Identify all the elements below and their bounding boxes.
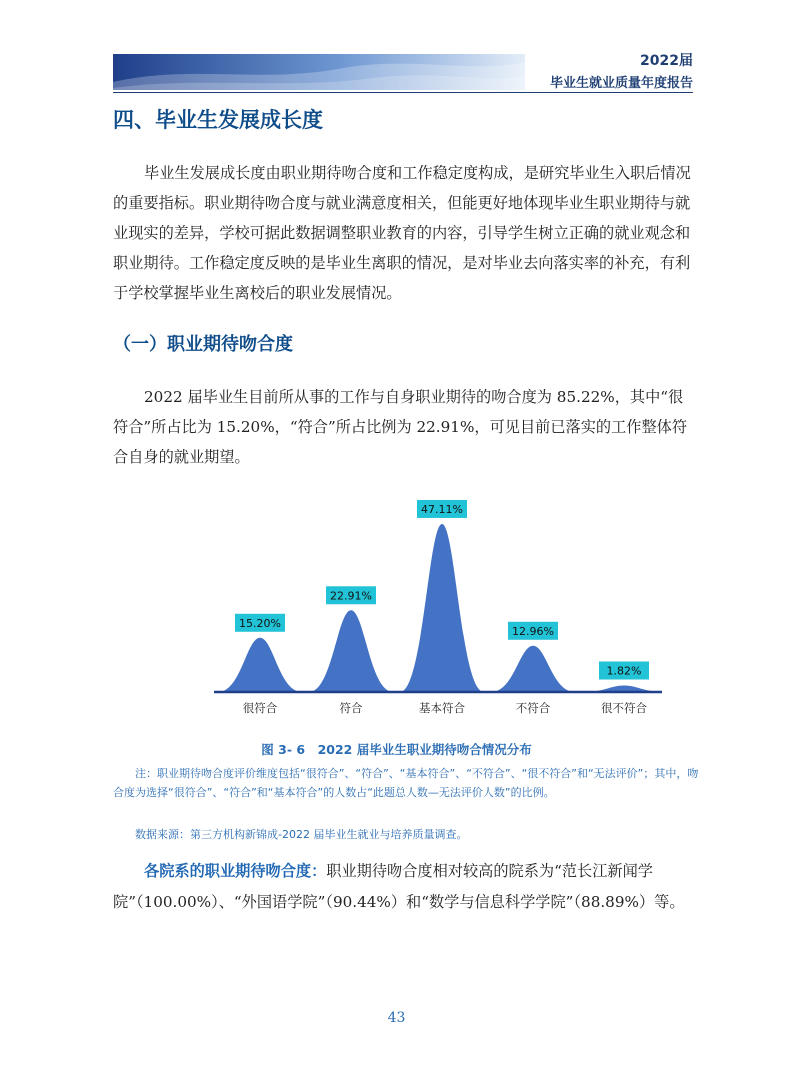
header-report-title: 毕业生就业质量年度报告 [549, 76, 693, 91]
college-paragraph [113, 856, 698, 918]
figure-source: 数据来源：第三方机构新锦成-2022 届毕业生就业与培养质量调查。 [135, 828, 468, 841]
data-label-1: 15.20% [239, 616, 281, 630]
data-label-2: 22.91% [330, 589, 372, 603]
header-divider [113, 92, 693, 93]
figure-note: 注：职业期待吻合度评价维度包括“很符合”、“符合”、“基本符合”、“不符合”、“很不符合”和“无法评价”；其中，吻合度为选择“很符合”、“符合”和“基本符合”的人数占“此题总人数—无法评价人数”的比例。 [113, 767, 699, 799]
section-title: 四、毕业生发展成长度 [113, 108, 323, 132]
subsection-title: （一）职业期待吻合度 [113, 334, 293, 355]
intro-paragraph: 毕业生发展成长度由职业期待吻合度和工作稳定度构成，是研究毕业生入职后情况的重要指标。职业期待吻合度与就业满意度相关，但能更好地体现毕业生职业期待与就业现实的差异，学校可据此数据调整职业教育的内容，引导学生树立正确的就业观念和职业期待。工作稳定度反映的是毕业生离职的情况，是对毕业去向落实率的补充，有利于学校掌握毕业生离校后的职业发展情况。 [113, 164, 691, 302]
data-label-3: 47.11% [421, 502, 463, 516]
header-year: 2022届 [640, 53, 693, 69]
chart-peak-3 [400, 524, 484, 692]
category-label-3: 基本符合 [419, 701, 465, 715]
chart-peak-1 [218, 638, 302, 692]
header-decorative-band [113, 54, 525, 90]
expectation-fit-chart [200, 480, 680, 730]
chart-peak-2 [309, 610, 393, 692]
data-label-5: 1.82% [606, 664, 642, 678]
category-label-5: 很不符合 [601, 701, 647, 715]
figure-caption: 图 3- 6 2022 届毕业生职业期待吻合情况分布 [261, 742, 532, 757]
page-number: 43 [387, 1010, 406, 1026]
college-paragraph-text: 职业期待吻合度相对较高的院系为“范长江新闻学院”（100.00%）、“外国语学院”（90.44%）和“数学与信息科学学院”（88.89%）等。 [113, 862, 685, 911]
data-label-4: 12.96% [512, 624, 554, 638]
category-label-4: 不符合 [515, 701, 551, 715]
chart-peak-4 [491, 646, 575, 692]
category-label-1: 很符合 [242, 701, 278, 715]
college-paragraph-lead: 各院系的职业期待吻合度： [144, 862, 327, 880]
category-label-2: 符合 [339, 701, 363, 715]
summary-paragraph: 2022 届毕业生目前所从事的工作与自身职业期待的吻合度为 85.22%，其中“很符合”所占比为 15.20%，“符合”所占比例为 22.91%，可见目前已落实的工作整体符合自身的就业期望。 [113, 388, 688, 466]
